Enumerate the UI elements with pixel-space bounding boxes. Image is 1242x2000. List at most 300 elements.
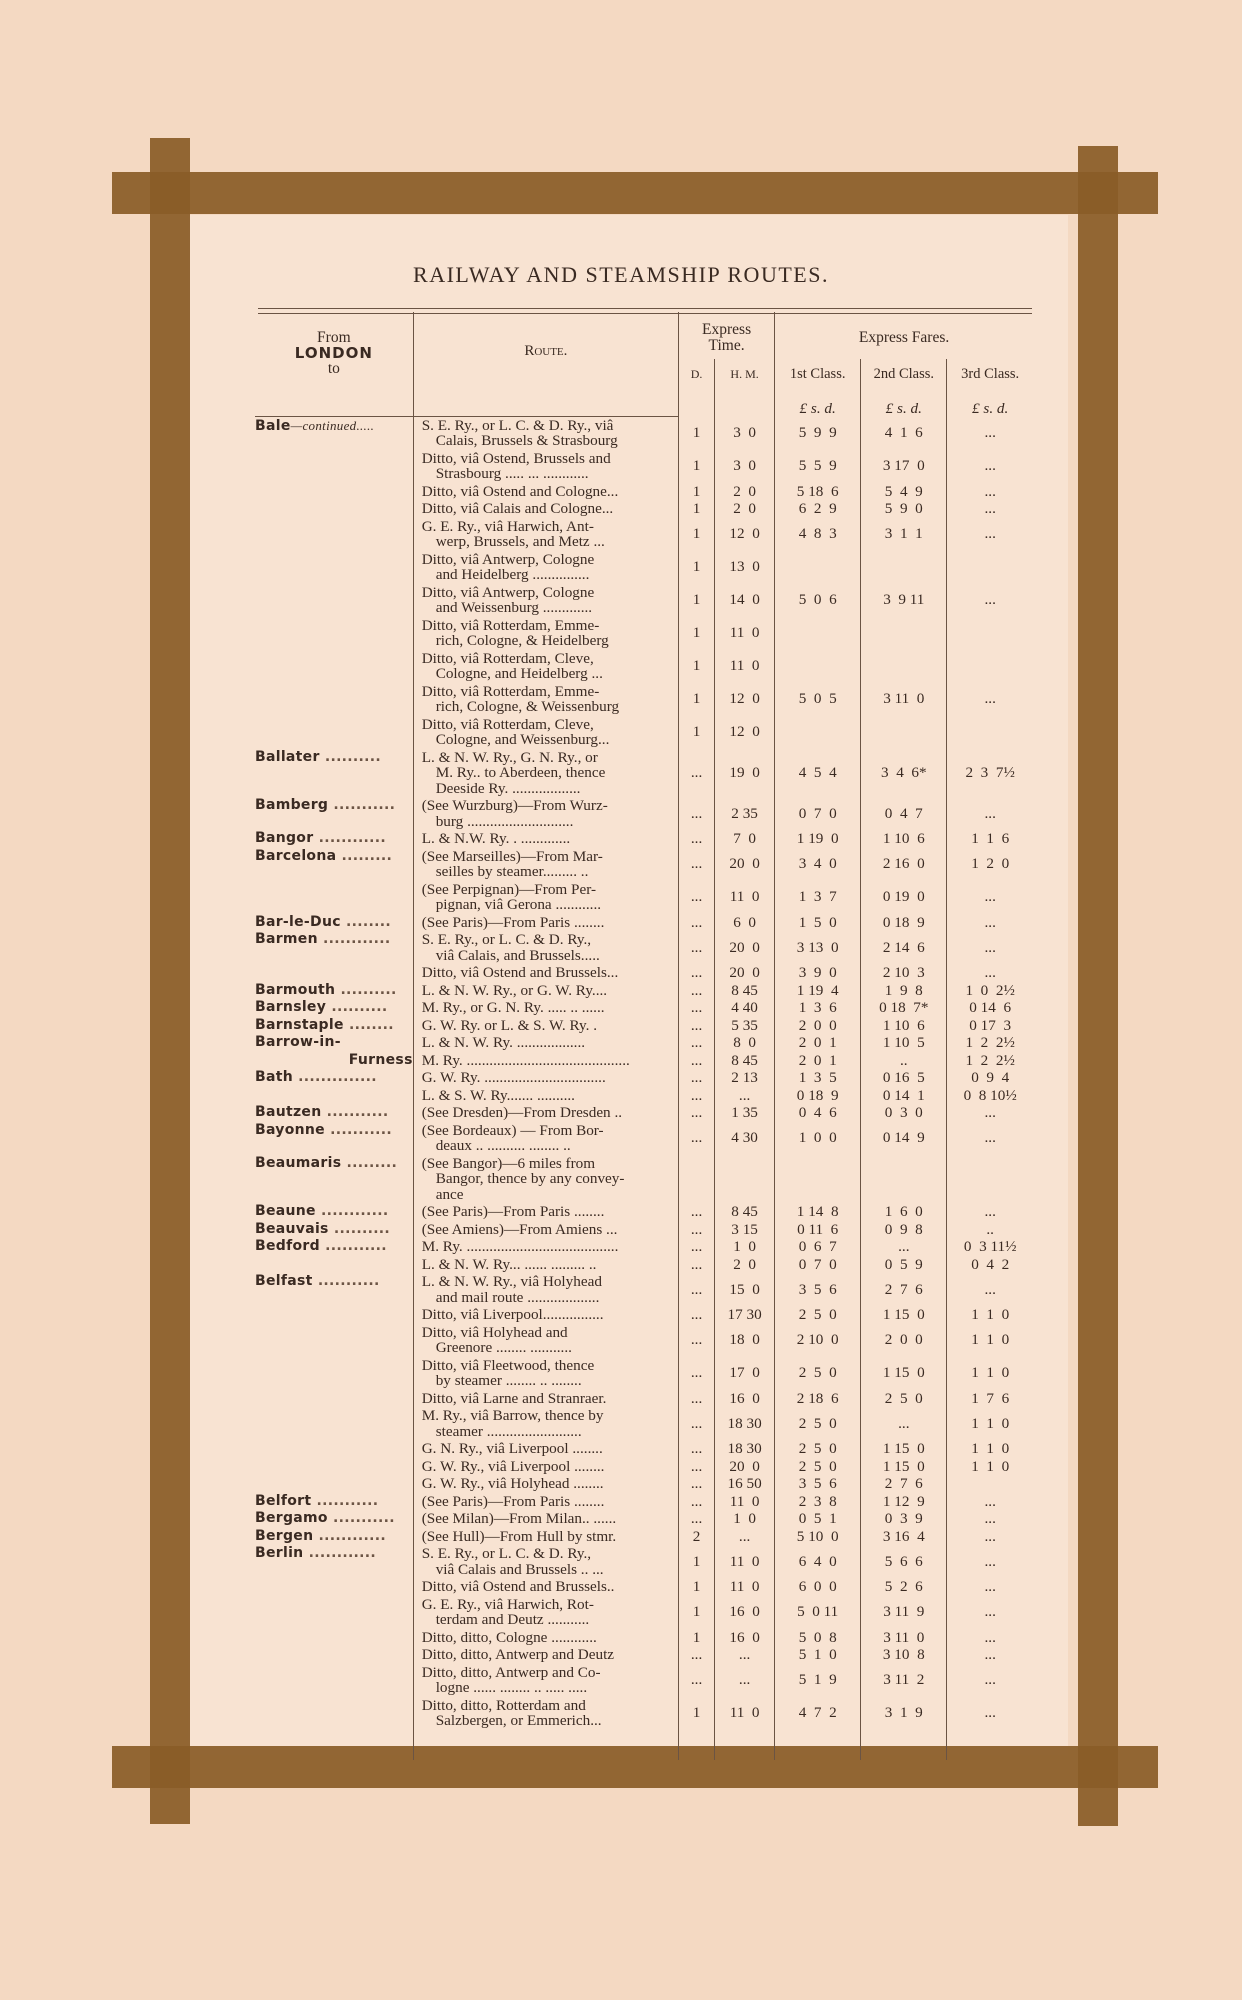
hours-minutes-cell: 12 0 — [715, 683, 775, 716]
second-class-fare: 5 4 9 — [861, 483, 947, 501]
first-class-fare: 6 0 0 — [775, 1578, 861, 1596]
hours-minutes-cell: 2 0 — [715, 1256, 775, 1274]
leader-dots: ........ — [343, 1016, 394, 1033]
destination-cell — [255, 551, 413, 584]
hours-minutes-cell: 17 30 — [715, 1306, 775, 1324]
destination-cell — [255, 1697, 413, 1730]
hours-minutes-cell: 3 0 — [715, 416, 775, 450]
days-cell — [679, 1155, 715, 1204]
third-class-fare: ... — [947, 1596, 1033, 1629]
first-class-fare: 2 0 1 — [775, 1052, 861, 1070]
first-class-fare: 5 1 0 — [775, 1646, 861, 1664]
leader-dots: ........... — [328, 797, 396, 813]
leader-dots: .......... — [326, 999, 388, 1015]
second-class-fare: 0 14 1 — [861, 1087, 947, 1105]
route-cell — [413, 881, 678, 914]
first-class-fare: 5 5 9 — [775, 450, 861, 483]
hours-minutes-cell: 1 0 — [715, 1238, 775, 1256]
second-class-fare: 0 14 9 — [861, 1122, 947, 1155]
second-class-fare: 1 10 6 — [861, 830, 947, 848]
third-class-fare: ... — [947, 881, 1033, 914]
table-row — [255, 650, 1033, 683]
hours-minutes-cell: 2 0 — [715, 500, 775, 518]
first-class-fare: 2 5 0 — [775, 1357, 861, 1390]
destination-cell — [255, 683, 413, 716]
second-class-fare: 3 9 11 — [861, 584, 947, 617]
first-class-fare: 2 5 0 — [775, 1440, 861, 1458]
second-class-fare: 1 15 0 — [861, 1357, 947, 1390]
days-cell: ... — [679, 1122, 715, 1155]
hours-minutes-cell: 11 0 — [715, 1697, 775, 1730]
route-line: S. E. Ry., or L. C. & D. Ry., — [421, 1545, 592, 1562]
hours-minutes-cell: 2 35 — [715, 797, 775, 830]
second-class-fare: 1 15 0 — [861, 1440, 947, 1458]
days-cell: ... — [679, 1221, 715, 1239]
destination-name: Bamberg — [255, 797, 329, 813]
hours-minutes-cell: 2 0 — [715, 483, 775, 501]
days-cell: 1 — [679, 1545, 715, 1578]
table-row — [255, 1646, 1033, 1664]
destination-note: —continued..... — [290, 417, 375, 433]
table-spacer — [255, 1730, 1033, 1760]
spacer-cell — [255, 1730, 413, 1760]
destination-cell — [255, 881, 413, 914]
days-cell: ... — [679, 1390, 715, 1408]
destination-cell — [255, 1203, 413, 1221]
leader-dots: ......... — [336, 847, 393, 864]
days-cell: ... — [679, 797, 715, 830]
destination-cell — [255, 1069, 413, 1087]
days-cell: ... — [679, 931, 715, 964]
route-cell — [413, 1155, 678, 1204]
days-cell: 1 — [679, 584, 715, 617]
second-class-fare: 1 9 8 — [861, 982, 947, 1000]
hours-minutes-cell: 3 0 — [715, 450, 775, 483]
route-line: deaux .. .......... ........ .. — [435, 1137, 571, 1154]
route-line: G. W. Ry., viâ Liverpool ........ — [421, 1457, 605, 1475]
second-class-fare: 3 11 2 — [861, 1664, 947, 1697]
table-row — [255, 1475, 1033, 1493]
days-cell: ... — [679, 1440, 715, 1458]
table-row — [255, 964, 1033, 982]
lsd-third: £ s. d. — [947, 391, 1033, 417]
second-class-fare: 2 7 6 — [861, 1475, 947, 1493]
spacer-cell — [715, 1730, 775, 1760]
route-cell — [413, 1357, 678, 1390]
third-class-fare — [947, 1475, 1033, 1493]
route-line: Ditto, viâ Calais and Cologne... — [421, 500, 614, 517]
route-line: G. W. Ry. ................................ — [421, 1069, 606, 1086]
table-row — [255, 914, 1033, 932]
third-class-fare: 1 1 0 — [947, 1357, 1033, 1390]
days-cell: ... — [679, 914, 715, 932]
hours-minutes-cell: 14 0 — [715, 584, 775, 617]
route-line: werp, Brussels, and Metz ... — [435, 533, 605, 550]
hours-minutes-cell: 16 0 — [715, 1390, 775, 1408]
table-row — [255, 1324, 1033, 1357]
third-class-fare: ... — [947, 683, 1033, 716]
second-class-fare: 0 9 8 — [861, 1221, 947, 1239]
leader-dots: ........ — [340, 913, 391, 930]
leader-dots: ............ — [303, 1545, 377, 1561]
route-cell — [413, 797, 678, 830]
route-line: Ditto, ditto, Cologne ............ — [421, 1628, 597, 1646]
routes-table-body — [255, 416, 1033, 1760]
days-cell: ... — [679, 1664, 715, 1697]
third-class-fare: ... — [947, 914, 1033, 932]
second-class-fare: 0 3 0 — [861, 1104, 947, 1122]
second-class-fare: 3 11 9 — [861, 1596, 947, 1629]
spacer-cell — [861, 1730, 947, 1760]
days-cell: 1 — [679, 1697, 715, 1730]
hours-minutes-cell: 8 45 — [715, 1203, 775, 1221]
table-row — [255, 1545, 1033, 1578]
days-cell: ... — [679, 1034, 715, 1052]
routes-table — [255, 312, 1033, 1760]
hours-minutes-cell: 3 15 — [715, 1221, 775, 1239]
table-row — [255, 1440, 1033, 1458]
first-class-fare: 0 6 7 — [775, 1238, 861, 1256]
first-class-fare: 5 18 6 — [775, 483, 861, 501]
first-class-fare: 0 4 6 — [775, 1104, 861, 1122]
third-class-fare — [947, 617, 1033, 650]
destination-name: Barnstaple — [255, 1016, 344, 1033]
route-line: ance — [435, 1185, 464, 1203]
destination-cell — [255, 1324, 413, 1357]
hours-minutes-cell: 18 30 — [715, 1440, 775, 1458]
first-class-fare — [775, 551, 861, 584]
third-class-fare — [947, 716, 1033, 749]
third-class-fare: 2 3 7½ — [947, 749, 1033, 798]
second-class-fare: 0 4 7 — [861, 797, 947, 830]
hours-minutes-cell: 12 0 — [715, 716, 775, 749]
route-line: M. Ry. ........................................ — [421, 1238, 619, 1255]
destination-name: Beaune — [255, 1203, 316, 1219]
route-cell — [413, 1273, 678, 1306]
table-row — [255, 716, 1033, 749]
days-cell: ... — [679, 1052, 715, 1070]
route-line: L. & N. W. Ry. .................. — [421, 1034, 586, 1051]
first-class-fare: 5 1 9 — [775, 1664, 861, 1697]
route-line: Ditto, viâ Ostend and Cologne... — [421, 482, 619, 500]
route-line: (See Paris)—From Paris ........ — [421, 913, 605, 931]
route-line: burg ............................ — [435, 812, 574, 830]
second-class-fare — [861, 1155, 947, 1204]
hours-minutes-cell: ... — [715, 1646, 775, 1664]
route-line: (See Milan)—From Milan.. ...... — [421, 1510, 617, 1527]
table-row — [255, 749, 1033, 798]
third-class-fare: ... — [947, 1273, 1033, 1306]
frame-top-bar — [112, 172, 1158, 214]
table-row — [255, 416, 1033, 450]
hours-minutes-cell: 7 0 — [715, 830, 775, 848]
table-row — [255, 881, 1033, 914]
third-class-fare: 1 1 0 — [947, 1440, 1033, 1458]
table-row — [255, 1017, 1033, 1035]
hours-minutes-cell: 15 0 — [715, 1273, 775, 1306]
first-class-fare — [775, 1155, 861, 1204]
destination-cell — [255, 518, 413, 551]
second-class-fare: 3 1 9 — [861, 1697, 947, 1730]
destination-cell — [255, 650, 413, 683]
second-class-fare: 1 6 0 — [861, 1203, 947, 1221]
first-class-fare: 1 19 0 — [775, 830, 861, 848]
days-cell: 1 — [679, 1596, 715, 1629]
route-cell — [413, 1493, 678, 1511]
days-cell: ... — [679, 999, 715, 1017]
days-cell: ... — [679, 1087, 715, 1105]
hours-minutes-cell: ... — [715, 1087, 775, 1105]
third-class-fare: 1 7 6 — [947, 1390, 1033, 1408]
header-london: LONDON — [294, 343, 373, 362]
third-class-fare: 1 1 0 — [947, 1306, 1033, 1324]
hours-minutes-cell: ... — [715, 1664, 775, 1697]
destination-cell — [255, 1646, 413, 1664]
hours-minutes-cell: 4 30 — [715, 1122, 775, 1155]
route-line: Ditto, viâ Rotterdam, Emme- — [421, 616, 600, 634]
days-cell: 1 — [679, 518, 715, 551]
destination-name: Barrow-in- — [255, 1034, 341, 1050]
third-class-fare: 0 4 2 — [947, 1256, 1033, 1274]
hours-minutes-cell: 18 0 — [715, 1324, 775, 1357]
third-class-fare: 1 2 2½ — [947, 1052, 1033, 1070]
first-class-fare: 2 5 0 — [775, 1407, 861, 1440]
third-class-fare: .. — [947, 1221, 1033, 1239]
second-class-fare: 1 15 0 — [861, 1458, 947, 1476]
route-line: G. W. Ry. or L. & S. W. Ry. . — [421, 1016, 597, 1034]
third-class-fare: 0 8 10½ — [947, 1087, 1033, 1105]
first-class-fare: 1 3 7 — [775, 881, 861, 914]
route-line: S. E. Ry., or L. C. & D. Ry., — [421, 931, 592, 948]
hours-minutes-cell: 11 0 — [715, 617, 775, 650]
hours-minutes-cell: 1 35 — [715, 1104, 775, 1122]
destination-cell — [255, 1578, 413, 1596]
third-class-fare: ... — [947, 1510, 1033, 1528]
route-line: Strasbourg ..... ... ............ — [435, 465, 589, 482]
first-class-fare — [775, 650, 861, 683]
first-class-fare: 2 3 8 — [775, 1493, 861, 1511]
days-cell: 1 — [679, 683, 715, 716]
first-class-fare: 0 11 6 — [775, 1221, 861, 1239]
destination-name: Beauvais — [255, 1220, 329, 1237]
table-row — [255, 848, 1033, 881]
first-class-fare: 6 2 9 — [775, 500, 861, 518]
title-rule-1 — [258, 308, 1032, 309]
header-third-class: 3rd Class. — [947, 359, 1033, 391]
route-cell — [413, 1122, 678, 1155]
days-cell: ... — [679, 1273, 715, 1306]
route-line: L. & N.W. Ry. . ............. — [421, 830, 571, 847]
route-cell — [413, 716, 678, 749]
days-cell: ... — [679, 982, 715, 1000]
first-class-fare: 1 19 4 — [775, 982, 861, 1000]
header-first-class: 1st Class. — [775, 359, 861, 391]
table-row — [255, 1221, 1033, 1239]
days-cell: ... — [679, 964, 715, 982]
days-cell: ... — [679, 1407, 715, 1440]
second-class-fare — [861, 650, 947, 683]
third-class-fare: 0 9 4 — [947, 1069, 1033, 1087]
destination-name: Barmouth — [255, 981, 336, 998]
destination-cell — [255, 749, 413, 798]
page-title: RAILWAY AND STEAMSHIP ROUTES. — [413, 262, 829, 287]
hours-minutes-cell: 20 0 — [715, 931, 775, 964]
route-line: Cologne, and Weissenburg... — [435, 731, 610, 748]
second-class-fare: 3 10 8 — [861, 1646, 947, 1664]
route-line: logne ...... ........ .. ..... ..... — [435, 1679, 588, 1696]
table-row — [255, 1155, 1033, 1204]
second-class-fare: 1 15 0 — [861, 1306, 947, 1324]
second-class-fare: 5 9 0 — [861, 500, 947, 518]
route-cell — [413, 1221, 678, 1239]
first-class-fare: 1 5 0 — [775, 914, 861, 932]
route-line: (See Bordeaux) — From Bor- — [421, 1121, 604, 1139]
leader-dots: ........... — [311, 1492, 379, 1509]
first-class-fare: 2 10 0 — [775, 1324, 861, 1357]
destination-cell — [255, 1221, 413, 1239]
third-class-fare: 1 0 2½ — [947, 982, 1033, 1000]
destination-cell — [255, 450, 413, 483]
table-row — [255, 683, 1033, 716]
spacer-cell — [679, 1730, 715, 1760]
third-class-fare: 1 1 0 — [947, 1324, 1033, 1357]
destination-name: Bergen — [255, 1527, 314, 1544]
table-row — [255, 1104, 1033, 1122]
header-from: From — [317, 329, 351, 346]
first-class-fare: 5 9 9 — [775, 416, 861, 450]
destination-cell — [255, 1458, 413, 1476]
second-class-fare: .. — [861, 1052, 947, 1070]
route-line: pignan, viâ Gerona ............ — [435, 896, 602, 913]
table-row — [255, 1256, 1033, 1274]
route-cell — [413, 500, 678, 518]
route-line: Ditto, viâ Rotterdam, Cleve, — [421, 649, 594, 667]
destination-cell — [255, 716, 413, 749]
destination-cell — [255, 1545, 413, 1578]
route-cell — [413, 1203, 678, 1221]
destination-name: Beaumaris — [255, 1154, 342, 1171]
route-line: (See Wurzburg)—From Wurz- — [421, 797, 608, 814]
third-class-fare: ... — [947, 964, 1033, 982]
days-cell: ... — [679, 1493, 715, 1511]
route-line: L. & S. W. Ry....... .......... — [421, 1086, 575, 1104]
route-cell — [413, 584, 678, 617]
spacer-cell — [947, 1730, 1033, 1760]
third-class-fare: ... — [947, 518, 1033, 551]
route-line: Ditto, viâ Holyhead and — [421, 1323, 568, 1341]
second-class-fare — [861, 716, 947, 749]
first-class-fare: 6 4 0 — [775, 1545, 861, 1578]
second-class-fare: 3 11 0 — [861, 683, 947, 716]
hours-minutes-cell: 6 0 — [715, 914, 775, 932]
route-line: S. E. Ry., or L. C. & D. Ry., viâ — [421, 416, 614, 434]
route-cell — [413, 999, 678, 1017]
first-class-fare: 5 10 0 — [775, 1528, 861, 1546]
destination-cell — [255, 584, 413, 617]
second-class-fare: 1 12 9 — [861, 1493, 947, 1511]
route-line: and Weissenburg ............. — [435, 599, 593, 616]
hours-minutes-cell: 16 50 — [715, 1475, 775, 1493]
days-cell: 1 — [679, 551, 715, 584]
first-class-fare: 5 0 8 — [775, 1629, 861, 1647]
days-cell: ... — [679, 848, 715, 881]
third-class-fare: ... — [947, 483, 1033, 501]
header-hours-minutes: H. M. — [715, 359, 775, 391]
from-london-header — [255, 312, 413, 391]
route-line: Ditto, viâ Fleetwood, thence — [421, 1356, 595, 1374]
table-row — [255, 1510, 1033, 1528]
leader-dots: ............ — [315, 1203, 389, 1219]
route-cell — [413, 1017, 678, 1035]
route-line: L. & N. W. Ry., or G. W. Ry.... — [421, 981, 608, 999]
hours-minutes-cell — [715, 1155, 775, 1204]
route-line: (See Paris)—From Paris ........ — [421, 1203, 605, 1220]
table-row — [255, 1203, 1033, 1221]
first-class-fare: 2 5 0 — [775, 1306, 861, 1324]
route-cell — [413, 1578, 678, 1596]
route-cell — [413, 1697, 678, 1730]
header-to: to — [327, 360, 340, 377]
route-line: M. Ry., or G. N. Ry. ..... .. ...... — [421, 999, 605, 1016]
destination-cell — [255, 797, 413, 830]
table-row — [255, 999, 1033, 1017]
route-cell — [413, 1528, 678, 1546]
third-class-fare: ... — [947, 584, 1033, 617]
table-row — [255, 450, 1033, 483]
route-line: Ditto, viâ Ostend, Brussels and — [421, 449, 611, 467]
first-class-fare: 1 3 6 — [775, 999, 861, 1017]
express-fares-header: Express Fares. — [775, 312, 1033, 359]
first-class-fare: 3 5 6 — [775, 1273, 861, 1306]
table-row — [255, 1357, 1033, 1390]
second-class-fare: 2 16 0 — [861, 848, 947, 881]
days-cell: 1 — [679, 450, 715, 483]
second-class-fare: 4 1 6 — [861, 416, 947, 450]
third-class-fare: ... — [947, 1697, 1033, 1730]
route-line: terdam and Deutz ........... — [435, 1611, 590, 1628]
route-line: Deeside Ry. .................. — [435, 779, 581, 797]
hours-minutes-cell: ... — [715, 1528, 775, 1546]
route-line: by steamer ........ .. ........ — [435, 1372, 582, 1389]
third-class-fare: ... — [947, 1203, 1033, 1221]
route-cell — [413, 1458, 678, 1476]
second-class-fare — [861, 551, 947, 584]
days-cell: 1 — [679, 650, 715, 683]
first-class-fare: 3 4 0 — [775, 848, 861, 881]
route-cell — [413, 848, 678, 881]
leader-dots: ........... — [324, 1121, 392, 1138]
route-cell — [413, 914, 678, 932]
table-row — [255, 551, 1033, 584]
destination-cell — [255, 483, 413, 501]
destination-cell — [255, 848, 413, 881]
table-row — [255, 584, 1033, 617]
first-class-fare: 1 3 5 — [775, 1069, 861, 1087]
first-class-fare: 5 0 5 — [775, 683, 861, 716]
hours-minutes-cell: 8 0 — [715, 1034, 775, 1052]
route-cell — [413, 964, 678, 982]
table-row — [255, 1238, 1033, 1256]
route-cell — [413, 749, 678, 798]
route-line: (See Paris)—From Paris ........ — [421, 1492, 605, 1510]
destination-name: Bayonne — [255, 1121, 325, 1138]
first-class-fare: 0 5 1 — [775, 1510, 861, 1528]
first-class-fare: 4 7 2 — [775, 1697, 861, 1730]
table-row — [255, 1306, 1033, 1324]
route-line: and mail route ................... — [435, 1288, 600, 1306]
destination-name: Bangor — [255, 830, 314, 846]
lsd-second: £ s. d. — [861, 391, 947, 417]
